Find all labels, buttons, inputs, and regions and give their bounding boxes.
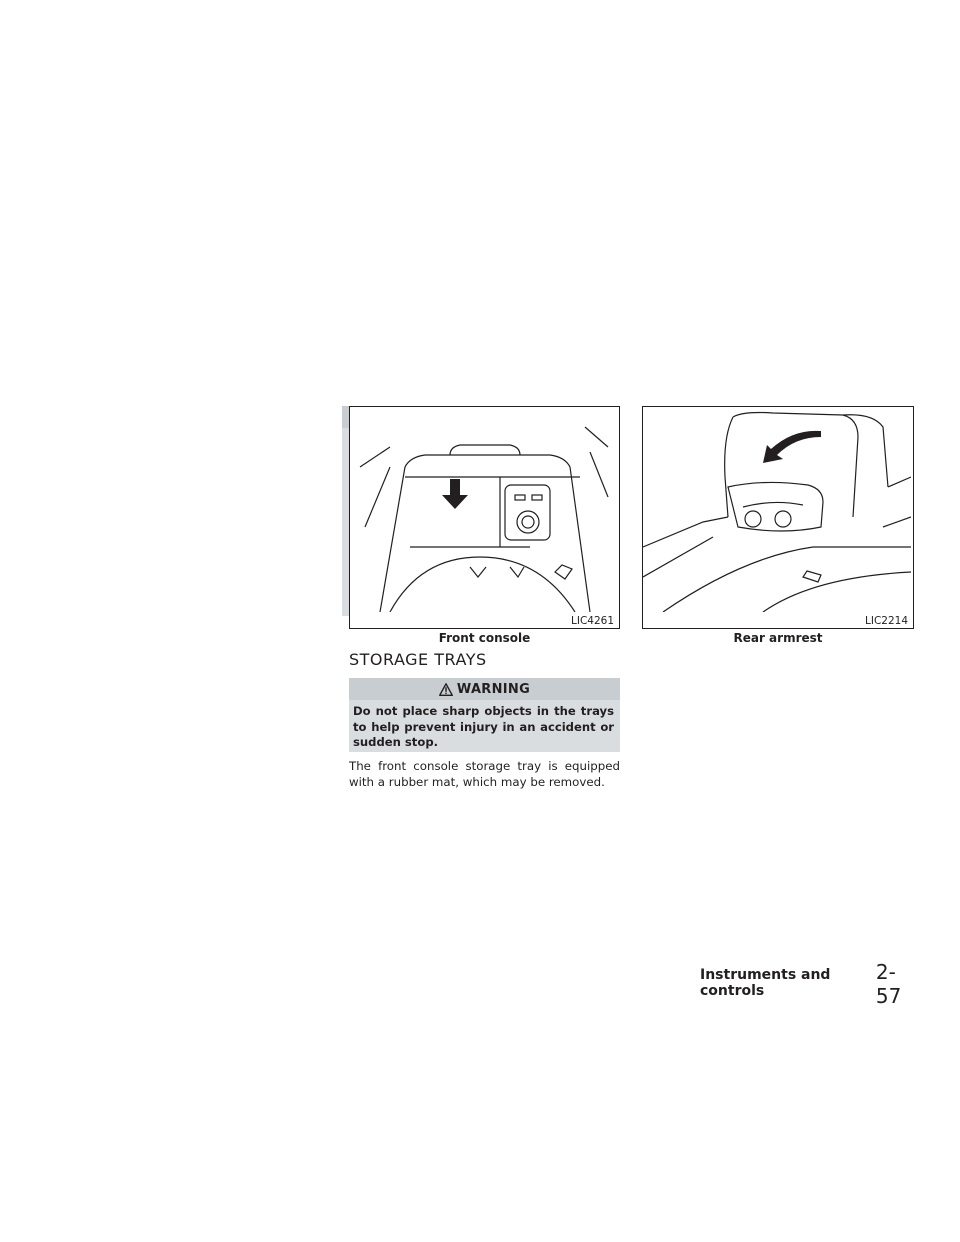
rear-armrest-illustration xyxy=(643,407,911,612)
figure-caption: Rear armrest xyxy=(733,631,823,645)
warning-box-sharp-objects xyxy=(349,678,620,752)
figure-code: LIC2214 xyxy=(865,615,908,627)
figure-rear-armrest xyxy=(642,406,914,629)
body-paragraph: The front console storage tray is equipped with a rubber mat, which may be removed. xyxy=(349,759,620,789)
footer-section-name: Instruments and controls xyxy=(700,967,831,999)
warning-text: Do not place sharp objects in the trays to help prevent injury in an accident or sudden stop. xyxy=(353,704,614,749)
front-console-illustration xyxy=(350,407,618,612)
page-footer xyxy=(700,960,915,1008)
page-number: 2-57 xyxy=(875,960,902,1008)
section-title: STORAGE TRAYS xyxy=(349,650,487,669)
warning-triangle-icon xyxy=(439,683,453,696)
figure-caption: Front console xyxy=(438,631,531,645)
warning-heading: WARNING xyxy=(456,681,531,697)
figure-code: LIC4261 xyxy=(571,615,614,627)
warning-header xyxy=(349,678,620,700)
figure-front-console xyxy=(349,406,620,629)
